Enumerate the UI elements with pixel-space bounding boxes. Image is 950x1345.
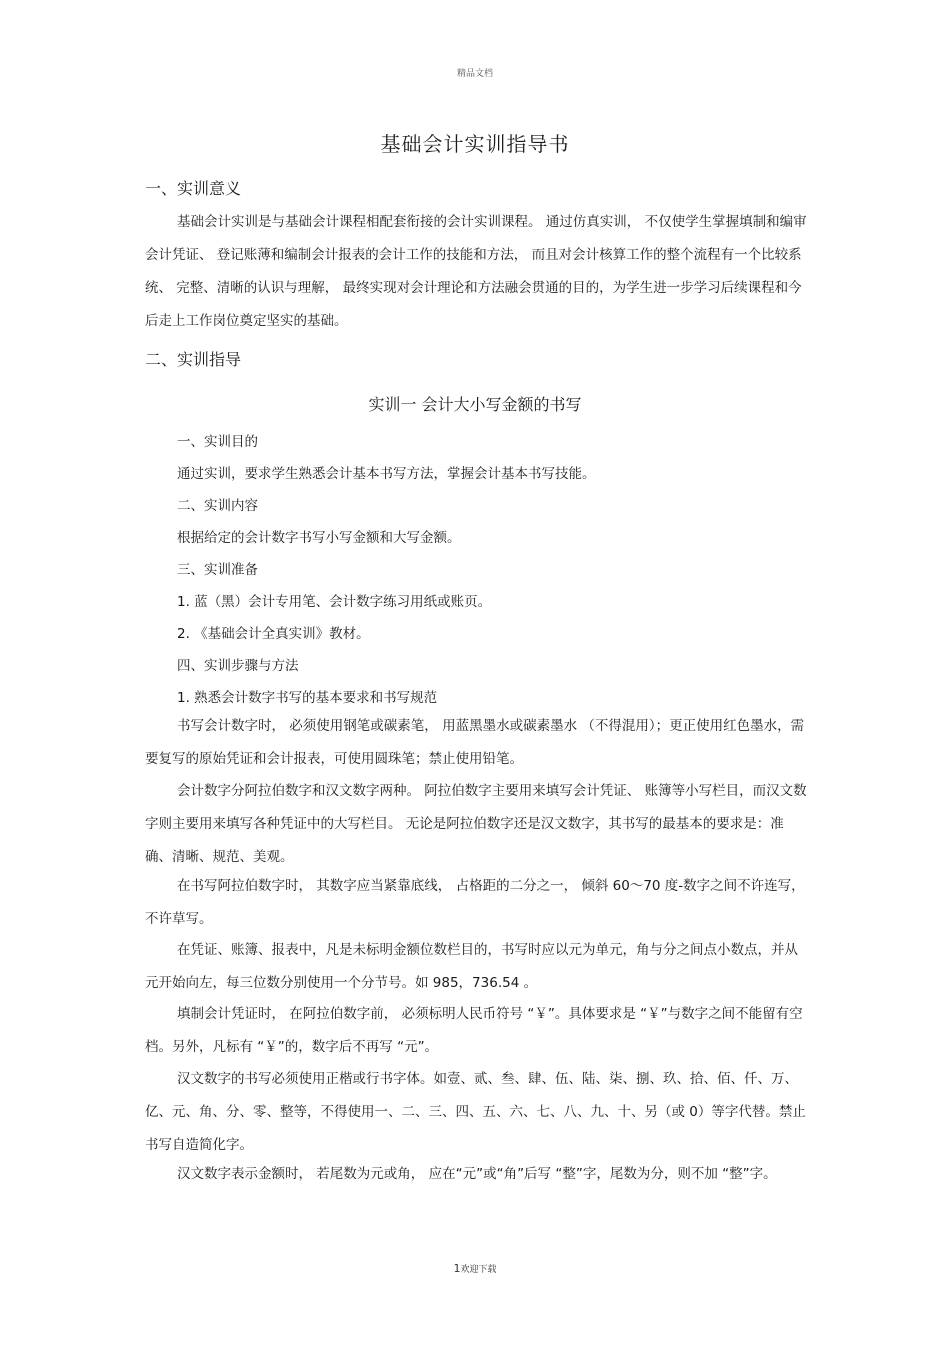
paragraph-decimal-separators: 在凭证、账簿、报表中，凡是未标明金额位数栏目的，书写时应以元为单元，角与分之间点小数点，并从元开始向左，每三位数分别使用一个分节号。如 985，736.54 。 — [145, 942, 798, 991]
preparation-item-1: 1. 蓝（黑）会计专用笔、会计数字练习用纸或账页。 — [177, 594, 492, 610]
section-heading-guidance: 二、实训指导 — [145, 350, 242, 369]
training-title: 实训一 会计大小写金额的书写 — [368, 395, 582, 414]
step-1-heading: 1. 熟悉会计数字书写的基本要求和书写规范 — [177, 690, 438, 706]
paragraph-zheng-rule: 汉文数字表示金额时， 若尾数为元或角， 应在“元”或“角”后写 “整”字，尾数为分，则不加 “整”字。 — [177, 1166, 777, 1182]
paragraph-arabic-writing: 在书写阿拉伯数字时， 其数字应当紧靠底线， 占格距的二分之一， 倾斜 60～70 度-数字之间不许连写，不许草写。 — [145, 878, 805, 927]
subheading-preparation: 三、实训准备 — [177, 562, 258, 578]
paragraph-number-types: 会计数字分阿拉伯数字和汉文数字两种。 阿拉伯数字主要用来填写会计凭证、 账簿等小写栏目，而汉文数字则主要用来填写各种凭证中的大写栏目。 无论是阿拉伯数字还是汉文数字，其书写的最基本的要求是：准确、清晰、规范、美观。 — [145, 783, 807, 865]
footer-text: 欢迎下载 — [460, 1265, 497, 1275]
paragraph-chinese-numerals: 汉文数字的书写必须使用正楷或行书字体。如壹、贰、叁、肆、伍、陆、柒、捌、玖、拾、佰、仟、万、亿、元、角、分、零、整等，不得使用一、二、三、四、五、六、七、八、九、十、另（或 0）等字代替。禁止书写自造简化字。 — [145, 1071, 806, 1153]
purpose-text: 通过实训，要求学生熟悉会计基本书写方法，掌握会计基本书写技能。 — [177, 466, 596, 482]
page-footer — [0, 1262, 950, 1275]
subheading-steps: 四、实训步骤与方法 — [177, 658, 299, 674]
content-text: 根据给定的会计数字书写小写金额和大写金额。 — [177, 530, 461, 546]
page-number: 1 — [453, 1262, 461, 1275]
page-header: 精品文档 — [456, 69, 493, 79]
preparation-item-2: 2. 《基础会计全真实训》教材。 — [177, 626, 370, 642]
subheading-purpose: 一、实训目的 — [177, 434, 258, 450]
paragraph-rmb-symbol: 填制会计凭证时， 在阿拉伯数字前， 必须标明人民币符号 “￥”。具体要求是 “￥”与数字之间不能留有空档。另外，凡标有 “￥”的，数字后不再写 “元”。 — [145, 1006, 803, 1055]
section-paragraph-significance: 基础会计实训是与基础会计课程相配套衔接的会计实训课程。 通过仿真实训， 不仅使学生掌握填制和编审会计凭证、 登记账薄和编制会计报表的会计工作的技能和方法， 而且对会计核算工作的整个流程有一个比较系统、 完整、清晰的认识与理解， 最终实现对会计理论和方法融会贯通的目的，为学生进一步学习后续课程和今后走上工作岗位奠定坚实的基础。 — [145, 214, 807, 329]
paragraph-writing-tools: 书写会计数字时， 必须使用钢笔或碳素笔， 用蓝黑墨水或碳素墨水 （不得混用）；更正使用红色墨水，需要复写的原始凭证和会计报表，可使用圆珠笔；禁止使用铅笔。 — [145, 718, 805, 767]
document-title: 基础会计实训指导书 — [380, 132, 570, 156]
section-heading-significance: 一、实训意义 — [145, 179, 242, 198]
subheading-content: 二、实训内容 — [177, 498, 258, 514]
